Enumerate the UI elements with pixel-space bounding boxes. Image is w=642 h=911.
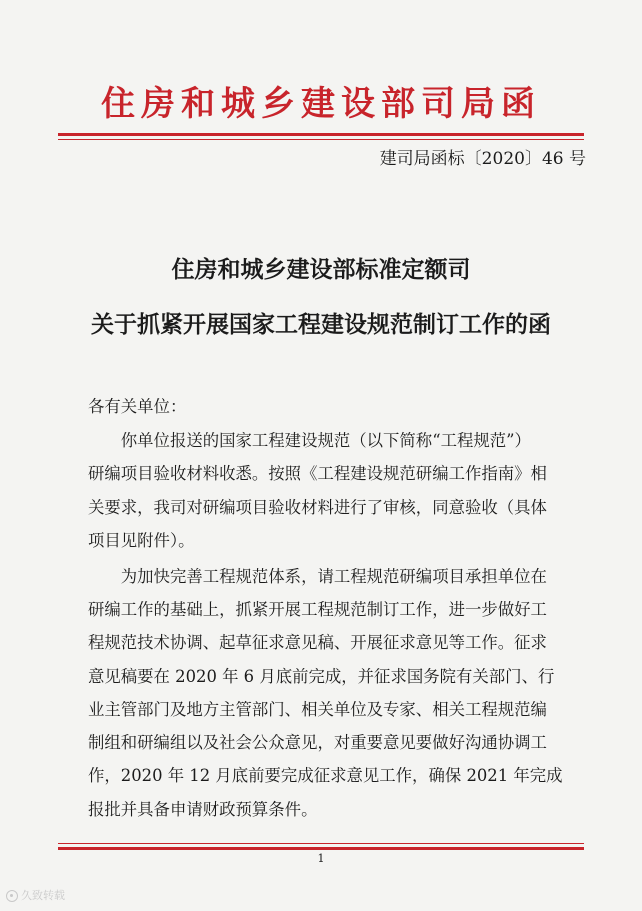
body-line: 研编工作的基础上，抓紧开展工程规范制订工作，进一步做好工: [88, 600, 547, 619]
body-line: 为加快完善工程规范体系，请工程规范研编项目承担单位在: [88, 567, 547, 586]
watermark-logo-icon: [6, 890, 18, 902]
body-line: 关要求，我司对研编项目验收材料进行了审核，同意验收（具体: [88, 498, 547, 517]
title-line-2: 关于抓紧开展国家工程建设规范制订工作的函: [91, 311, 551, 338]
watermark: [6, 888, 65, 904]
footer-rule-thick: [58, 847, 584, 850]
body-line: 意见稿要在 2020 年 6 月底前完成，并征求国务院有关部门、行: [88, 667, 555, 686]
body-line: 制组和研编组以及社会公众意见，对重要意见要做好沟通协调工: [88, 733, 547, 752]
body-line: 程规范技术协调、起草征求意见稿、开展征求意见等工作。征求: [88, 633, 547, 652]
body-line: 你单位报送的国家工程建设规范（以下简称“工程规范”）: [88, 431, 531, 450]
body-line: 业主管部门及地方主管部门、相关单位及专家、相关工程规范编: [88, 700, 547, 719]
watermark-text: 久致转载: [21, 889, 65, 902]
footer-rule-thin: [58, 843, 584, 844]
document-number: 建司局函标〔2020〕46 号: [379, 149, 586, 169]
page-number: 1: [317, 852, 325, 865]
body-line: 项目见附件）。: [88, 531, 195, 550]
issuing-org-header: 住房和城乡建设部司局函: [101, 84, 541, 124]
title-line-1: 住房和城乡建设部标准定额司: [171, 256, 471, 283]
body-line: 报批并具备申请财政预算条件。: [88, 800, 318, 819]
body-line: 作，2020 年 12 月底前要完成征求意见工作，确保 2021 年完成: [88, 766, 563, 785]
header-rule-thick: [58, 133, 584, 136]
body-line: 研编项目验收材料收悉。按照《工程建设规范研编工作指南》相: [88, 464, 547, 483]
header-rule-thin: [58, 139, 584, 140]
salutation: 各有关单位：: [88, 397, 187, 416]
